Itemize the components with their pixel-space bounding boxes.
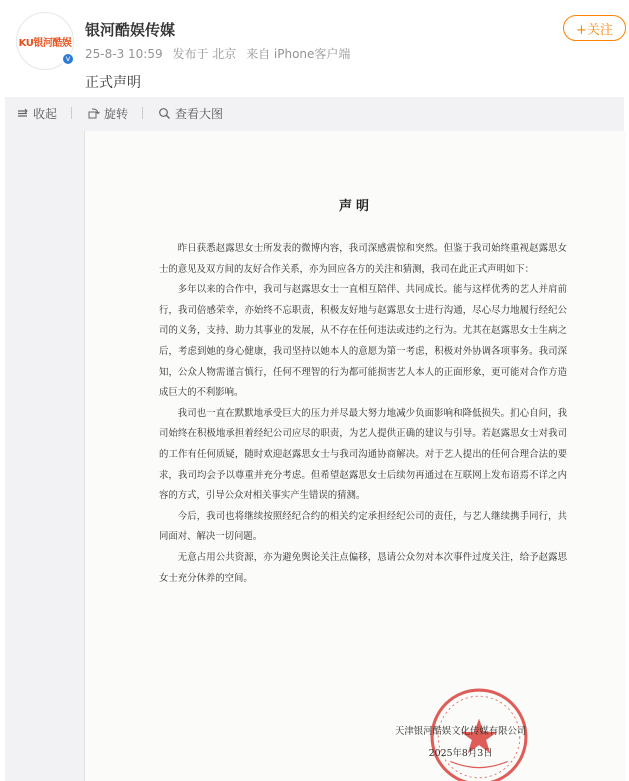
verified-badge-icon: v: [61, 52, 75, 66]
statement-document-image[interactable]: [84, 131, 626, 781]
post-text: 正式声明: [85, 75, 141, 91]
post-timestamp[interactable]: 25-8-3 10:59: [85, 47, 163, 61]
signer-name: 天津银河酷娱文化传媒有限公司: [395, 726, 527, 737]
view-large-label: 查看大图: [175, 106, 224, 121]
collapse-icon: [15, 106, 29, 120]
document-paragraph: 今后，我司也将继续按照经纪合约的相关约定承担经纪公司的责任，与艺人继续携手同行，共同面对、解决一切问题。: [159, 510, 567, 543]
document-paragraph: 多年以来的合作中，我司与赵露思女士一直相互陪伴、共同成长。能与这样优秀的艺人并肩前行，我司倍感荣幸，亦始终不忘职责，积极友好地与赵露思女士进行沟通，尽心尽力地履行经纪公司的义务，支持、助力其事业的发展，从不存在任何违法或违约之行为。尤其在赵露思女士生病之后，考虑到她的身心健康，我司坚持以她本人的意愿为第一考虑，积极对外协调各项事务。我司深知，公众人物需谨言慎行，任何不理智的行为都可能损害艺人本人的正面形象，更可能对合作方造成巨大的不利影响。: [159, 284, 567, 399]
post-meta: [85, 45, 356, 62]
document-paragraph: 我司也一直在默默地承受巨大的压力并尽最大努力地减少负面影响和降低损失。扪心自问，我司始终在积极地承担着经纪公司应尽的职责，为艺人提供正确的建议与引导。若赵露思女士对我司的工作有任何质疑，随时欢迎赵露思女士与我司沟通协商解决。对于艺人提出的任何合理合法的要求，我司均会予以尊重并充分考虑。但希望赵露思女士后续勿再通过在互联网上发布语焉不详之内容的方式，引导公众对相关事实产生错误的猜测。: [159, 407, 567, 502]
document-body: [159, 239, 567, 589]
toolbar-divider: [142, 107, 143, 119]
rotate-icon: [86, 106, 100, 120]
document-heading: 声明: [338, 199, 373, 214]
collapse-label: 收起: [33, 106, 58, 121]
document-paragraph: 昨日获悉赵露思女士所发表的微博内容，我司深感震惊和突然。但鉴于我司始终重视赵露思女士的意见及双方间的友好合作关系，亦为回应各方的关注和猜测，我司在此正式声明如下：: [159, 243, 567, 275]
toolbar-divider: [71, 107, 72, 119]
view-large-button[interactable]: [157, 105, 223, 122]
magnify-icon: [157, 106, 171, 120]
collapse-button[interactable]: [15, 105, 72, 122]
rotate-button[interactable]: [86, 105, 143, 122]
signature-date: 2025年8月3日: [428, 748, 493, 759]
rotate-label: 旋转: [104, 106, 129, 121]
image-toolbar: [5, 97, 624, 129]
post-header: [0, 0, 629, 95]
document-paragraph: 无意占用公共资源，亦为避免舆论关注点偏移，恳请公众勿对本次事件过度关注，给予赵露思女士充分休养的空间。: [159, 551, 567, 584]
post-source: 来自 iPhone客户端: [246, 47, 351, 61]
follow-button[interactable]: +关注: [563, 15, 626, 41]
post-location: 发布于 北京: [172, 47, 237, 61]
author-name[interactable]: 银河酷娱传媒: [85, 21, 176, 39]
avatar-logo: KU银河酷娱: [18, 37, 72, 49]
document-signature: [395, 721, 526, 765]
